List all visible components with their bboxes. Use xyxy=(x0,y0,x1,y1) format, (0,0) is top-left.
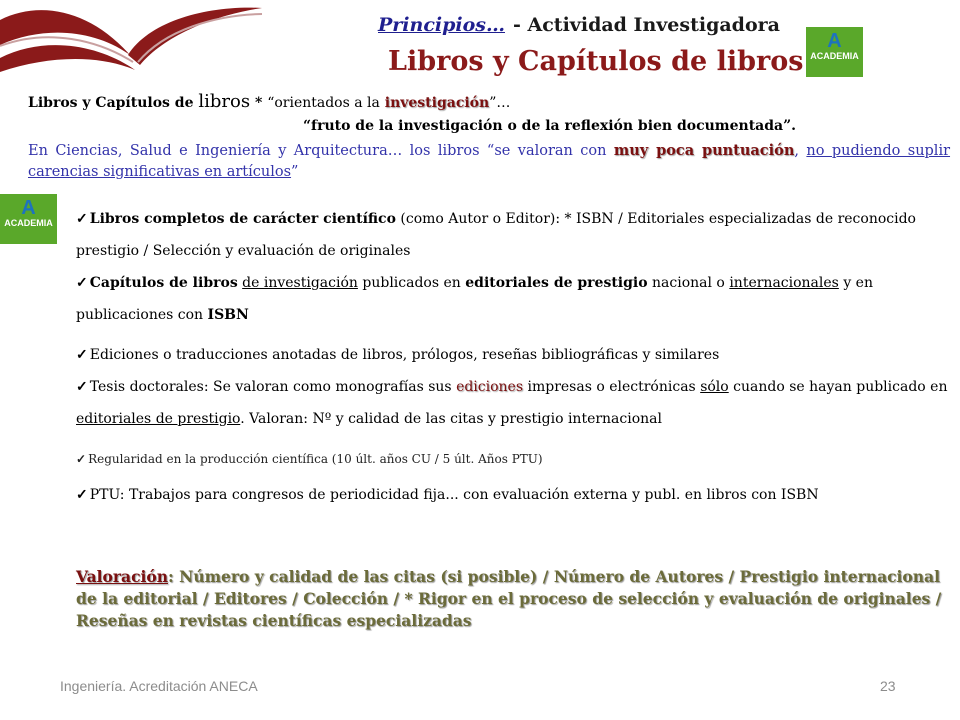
header-subtitle: - Actividad Investigadora xyxy=(513,14,780,36)
intro-line-2: “fruto de la investigación o de la reflexión bien documentada”. xyxy=(303,118,797,134)
valoracion-paragraph: Valoración: Número y calidad de las citas (si posible) / Número de Autores / Prestigio internacional de la editorial / Editores / Colección / * Rigor en el proceso de selección y evaluación de originales / Reseñas en revistas científicas especializadas xyxy=(76,567,942,630)
checkmark-icon: ✓ xyxy=(76,211,88,227)
intro-paragraph: En Ciencias, Salud e Ingeniería y Arquitectura… los libros “se valoran con muy poca puntuación, no pudiendo suplir carencias significativas en artículos” xyxy=(28,142,951,180)
academia-label: ACADEMIA xyxy=(810,51,859,61)
intro-line-1: Libros y Capítulos de libros * “orientados a la investigación”… xyxy=(28,91,511,112)
principios-link[interactable]: Principios… xyxy=(378,14,505,36)
page-title: Libros y Capítulos de libros xyxy=(388,46,804,77)
checkmark-icon: ✓ xyxy=(76,275,88,291)
academia-logo-side xyxy=(0,194,57,244)
list-item: ✓ Libros completos de carácter científico (como Autor o Editor): * ISBN / Editoriales especializadas de reconocido prestigio / Selección y evaluación de originales xyxy=(76,211,916,259)
page-number: 23 xyxy=(880,678,896,694)
academia-label: ACADEMIA xyxy=(4,218,53,228)
academia-a-icon: A xyxy=(827,30,842,52)
list-item: ✓ Ediciones o traducciones anotadas de libros, prólogos, reseñas bibliográficas y similares xyxy=(76,347,720,363)
list-item: ✓ Tesis doctorales: Se valoran como monografías sus ediciones impresas o electrónicas sólo cuando se hayan publicado en editoriales de prestigio. Valoran: Nº y calidad de las citas y prestigio internacional xyxy=(76,379,948,427)
checkmark-icon: ✓ xyxy=(76,452,87,466)
list-item: ✓ Capítulos de libros de investigación publicados en editoriales de prestigio nacional o internacionales y en publicaciones con ISBN xyxy=(76,275,873,323)
book-logo xyxy=(0,0,262,92)
academia-logo xyxy=(806,27,863,77)
list-item: ✓ Regularidad en la producción científica (10 últ. años CU / 5 últ. Años PTU) xyxy=(76,452,543,466)
checkmark-icon: ✓ xyxy=(76,379,88,395)
academia-a-icon: A xyxy=(21,197,36,219)
header-line xyxy=(378,14,780,36)
checkmark-icon: ✓ xyxy=(76,487,88,503)
footer-text: Ingeniería. Acreditación ANECA xyxy=(60,678,258,694)
list-item: ✓ PTU: Trabajos para congresos de periodicidad fija... con evaluación externa y publ. en libros con ISBN xyxy=(76,487,819,503)
criteria-list xyxy=(76,203,956,511)
checkmark-icon: ✓ xyxy=(76,347,88,363)
